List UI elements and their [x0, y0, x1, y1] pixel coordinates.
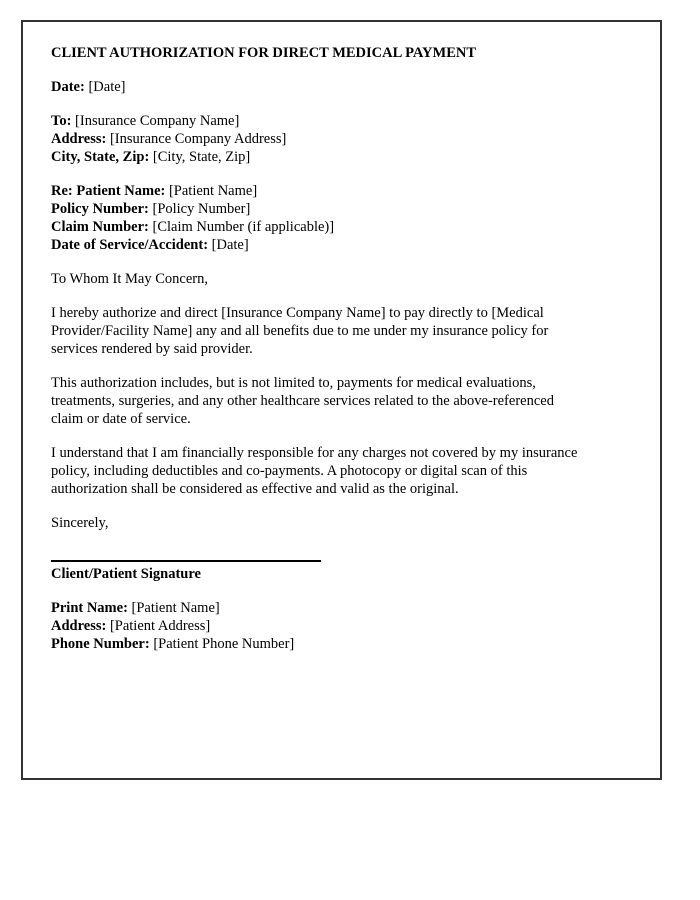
paragraph-line: treatments, surgeries, and any other healthcare services related to the above-referenced: [51, 393, 554, 409]
reference-claim-value: [Claim Number (if applicable)]: [152, 219, 335, 235]
signer-address-line: [51, 617, 632, 635]
date-value: [Date]: [88, 79, 126, 95]
recipient-to-line: [51, 112, 632, 130]
paragraph-line: I hereby authorize and direct [Insurance Company Name] to pay directly to [Medical: [51, 305, 544, 321]
paragraph-scope: [51, 374, 632, 428]
recipient-citystatezip-label: City, State, Zip:: [51, 149, 150, 165]
reference-block: [51, 182, 632, 254]
paragraph-line: I understand that I am financially responsible for any charges not covered by my insurance: [51, 445, 578, 461]
reference-policy-value: [Policy Number]: [152, 201, 251, 217]
recipient-to-value: [Insurance Company Name]: [75, 113, 240, 129]
paragraph-line: Provider/Facility Name] any and all benefits due to me under my insurance policy for: [51, 323, 549, 339]
signer-phone-value: [Patient Phone Number]: [153, 636, 295, 652]
reference-service-date-value: [Date]: [211, 237, 249, 253]
signer-phone-label: Phone Number:: [51, 636, 150, 652]
paragraph-line: This authorization includes, but is not limited to, payments for medical evaluations,: [51, 375, 536, 391]
paragraph-authorization: [51, 304, 632, 358]
date-line: [51, 78, 632, 96]
signer-address-value: [Patient Address]: [109, 618, 211, 634]
recipient-block: [51, 112, 632, 166]
signature-label: Client/Patient Signature: [51, 566, 201, 582]
reference-policy-line: [51, 200, 632, 218]
paragraph-responsibility: [51, 444, 632, 498]
paragraph-line: authorization shall be considered as effective and valid as the original.: [51, 481, 459, 497]
recipient-citystatezip-line: [51, 148, 632, 166]
recipient-to-label: To:: [51, 113, 72, 129]
reference-service-date-label: Date of Service/Accident:: [51, 237, 209, 253]
signature-line: [51, 560, 321, 562]
reference-patient-label: Re: Patient Name:: [51, 183, 166, 199]
reference-service-date-line: [51, 236, 632, 254]
recipient-address-line: [51, 130, 632, 148]
closing: Sincerely,: [51, 515, 109, 531]
signer-phone-line: [51, 635, 632, 653]
document-title: CLIENT AUTHORIZATION FOR DIRECT MEDICAL PAYMENT: [51, 45, 477, 61]
recipient-address-label: Address:: [51, 131, 107, 147]
signer-address-label: Address:: [51, 618, 107, 634]
reference-claim-label: Claim Number:: [51, 219, 149, 235]
letter-container: [21, 20, 662, 780]
paragraph-line: policy, including deductibles and co-payments. A photocopy or digital scan of this: [51, 463, 528, 479]
signer-block: [51, 599, 632, 653]
signature-area: [51, 560, 632, 583]
reference-patient-line: [51, 182, 632, 200]
reference-patient-value: [Patient Name]: [168, 183, 258, 199]
recipient-citystatezip-value: [City, State, Zip]: [152, 149, 251, 165]
reference-policy-label: Policy Number:: [51, 201, 149, 217]
signer-print-name-label: Print Name:: [51, 600, 128, 616]
paragraph-line: services rendered by said provider.: [51, 341, 253, 357]
signer-print-name-line: [51, 599, 632, 617]
salutation: To Whom It May Concern,: [51, 271, 208, 287]
signer-print-name-value: [Patient Name]: [131, 600, 220, 616]
recipient-address-value: [Insurance Company Address]: [109, 131, 287, 147]
reference-claim-line: [51, 218, 632, 236]
paragraph-line: claim or date of service.: [51, 411, 191, 427]
date-label: Date:: [51, 79, 85, 95]
